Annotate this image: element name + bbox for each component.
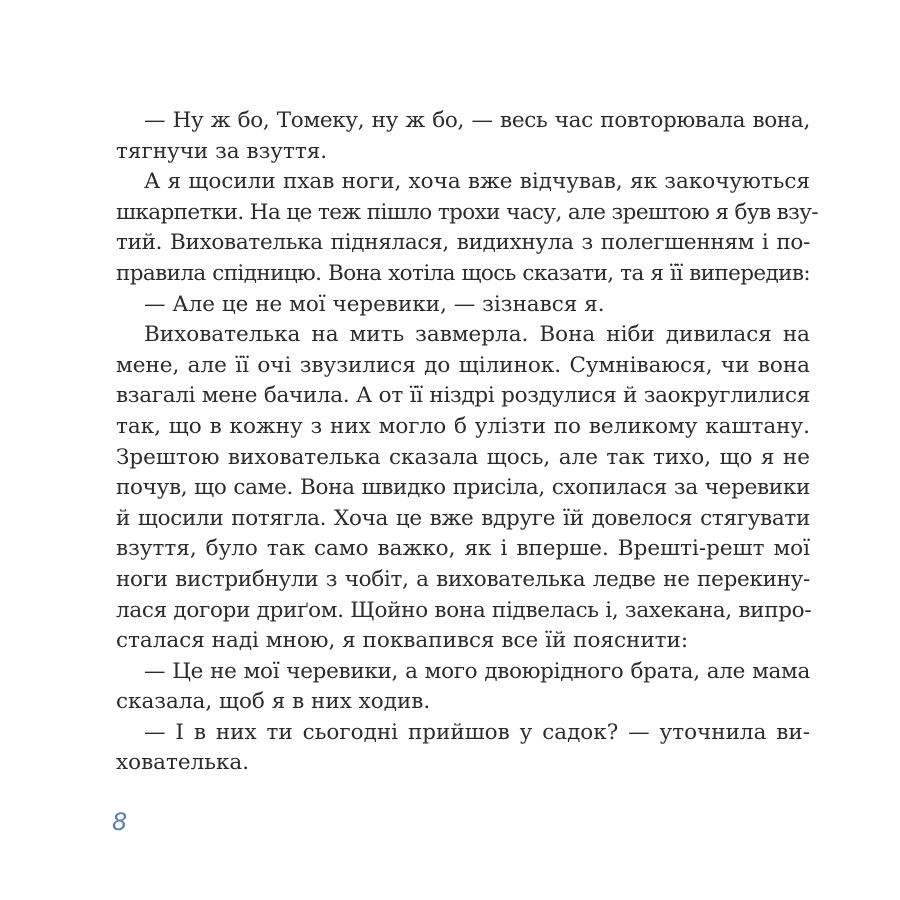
text-line: сказала, щоб я в них ходив.	[116, 689, 431, 715]
text-line: лася догори дриґом. Щойно вона підвелась і, захекана, випро-	[116, 597, 812, 623]
text-line: правила спідницю. Вона хотіла щось сказати, та я її випередив:	[116, 260, 810, 286]
text-line: сталася наді мною, я поквапився все їй пояснити:	[116, 628, 689, 654]
body-text	[116, 106, 819, 779]
text-line: й щосили потягла. Хоча це вже вдруге їй довелося стягувати	[116, 505, 810, 531]
text-line: взуття, було так само важко, як і вперше. Врешті-решт мої	[116, 536, 810, 562]
text-line: почув, що саме. Вона швидко присіла, схопилася за черевики	[116, 475, 810, 501]
text-line: ноги вистрибнули з чобіт, а вихователька ледве не перекину-	[116, 566, 810, 592]
text-line: хователька.	[116, 750, 250, 776]
text-line: — І в них ти сьогодні прийшов у садок? — уточнила ви-	[144, 719, 810, 745]
text-line: — Це не мої черевики, а мого двоюрідного брата, але мама	[144, 658, 810, 684]
text-line: А я щосили пхав ноги, хоча вже відчував, як закочуються	[144, 169, 810, 195]
text-line: Зрештою вихователька сказала щось, але так тихо, що я не	[116, 444, 810, 470]
text-line: тягнучи за взуття.	[116, 138, 328, 164]
text-line: мене, але її очі звузилися до щілинок. Сумніваюся, чи вона	[116, 352, 810, 378]
text-line: — Але це не мої черевики, — зізнався я.	[144, 291, 605, 317]
text-line: взагалі мене бачила. А от її ніздрі роздулися й заокруглилися	[116, 383, 810, 409]
text-line: — Ну ж бо, Томеку, ну ж бо, — весь час повторювала вона,	[144, 108, 810, 133]
page-number: 8	[112, 808, 128, 836]
text-line: тий. Вихователька піднялася, видихнула з полегшенням і по-	[116, 230, 810, 256]
text-line: так, що в кожну з них могло б улізти по великому каштану.	[116, 413, 810, 439]
text-line: шкарпетки. На це теж пішло трохи часу, але зрештою я був взу-	[116, 199, 819, 225]
text-line: Вихователька на мить завмерла. Вона ніби дивилася на	[144, 322, 810, 348]
